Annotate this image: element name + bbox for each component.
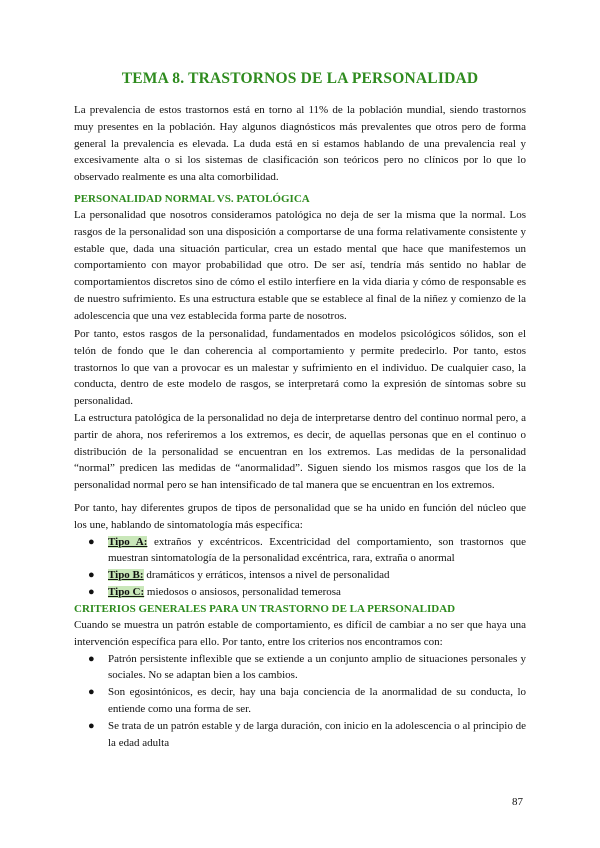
list-item: [74, 567, 526, 584]
type-label: Tipo A:: [108, 535, 148, 548]
bullet-icon: ●: [88, 585, 95, 598]
list-item: [74, 684, 526, 718]
bullet-icon: ●: [88, 719, 95, 732]
intro-block: [74, 102, 526, 186]
type-description: miedosos o ansiosos, personalidad temerosa: [144, 585, 341, 598]
personality-types-list: [74, 534, 526, 601]
type-description: extraños y excéntricos. Excentricidad del comportamiento, son trastornos que muestran sintomatología de la personalidad excéntrica, rara, extraña o anormal: [108, 535, 527, 565]
page-number: 87: [512, 796, 523, 808]
criterion-text: Patrón persistente inflexible que se extiende a un conjunto amplio de situaciones personales y sociales. No se adaptan bien a los cambios.: [108, 652, 526, 682]
intro-paragraph: La prevalencia de estos trastornos está en torno al 11% de la población mundial, siendo trastornos muy presentes en la población. Hay algunos diagnósticos más prevalentes que otros pero de forma general la prevalencia es elevada. La duda está en si estamos hablando de una prevalencia real y excesivamente alta o si los sistemas de clasificación son teóricos pero no clínicos por lo que lo observado realmente es una alta comorbilidad.: [74, 104, 526, 184]
bullet-icon: ●: [88, 569, 95, 582]
section1-paragraph-2: Por tanto, estos rasgos de la personalidad, fundamentados en modelos psicológicos sólidos, son el telón de fondo que le dan coherencia al comportamiento y permite predecirlo. Por tanto, estos trastornos lo que van a provocar es un malestar y sufrimiento en el individuo. De cualquier caso, la conducta, dentro de este modelo de rasgos, se interpretará como la expresión de síntomas sobre su personalidad.: [74, 328, 526, 408]
section1-paragraph-1: La personalidad que nosotros consideramos patológica no deja de ser la misma que la normal. Los rasgos de la personalidad son una disposición a comportarse de una forma relativamente consistente y estable que, dada una situación particular, crea un estado mental que hace que manifestemos un comportamiento con mayor probabilidad que otro. De ser así, tendría más sentido no hablar de comportamientos discretos sino de cómo el estilo interfiere en la vida diaria y cómo de responsable es de nuestro sufrimiento. Es una estructura estable que se establece al final de la niñez y comienzo de la adolescencia que una vez establecida forma parte de nosotros.: [74, 209, 526, 322]
type-description: dramáticos y erráticos, intensos a nivel de personalidad: [143, 569, 390, 582]
section2-paragraph-1: Cuando se muestra un patrón estable de comportamiento, es difícil de cambiar a no ser que haya una intervención específica para ello. Por tanto, entre los criterios nos encontramos con:: [74, 619, 526, 648]
section1-block-4: [74, 500, 526, 601]
list-item: [74, 534, 526, 568]
criterion-text: Son egosintónicos, es decir, hay una baja conciencia de la anormalidad de su conducta, lo entiende como una forma de ser.: [108, 686, 526, 715]
bullet-icon: ●: [88, 686, 95, 699]
list-item: [74, 718, 526, 752]
section-heading: PERSONALIDAD NORMAL VS. PATOLÓGICA: [74, 193, 310, 205]
type-label: Tipo B:: [108, 569, 144, 582]
section-heading: CRITERIOS GENERALES PARA UN TRASTORNO DE LA PERSONALIDAD: [74, 603, 456, 615]
list-item: [74, 651, 526, 685]
section1-paragraph-4: Por tanto, hay diferentes grupos de tipos de personalidad que se ha unido en función del núcleo que los une, hablando de sintomatología más específica:: [74, 502, 526, 531]
section-normal-vs-pathological: [74, 191, 526, 325]
list-item: [74, 584, 526, 601]
section1-paragraph-3: La estructura patológica de la personalidad no deja de interpretarse dentro del continuo normal pero, a partir de ahora, nos referiremos a los extremos, es decir, de aquellas personas que en el continuo o distribución de la personalidad se encuentran en los extremos. Las medidas de la personalidad “normal” predicen las medidas de “anormalidad”. Siguen siendo los mismos rasgos que los de la personalidad normal pero se han intensificado de tal manera que se encuentran en los extremos.: [74, 412, 526, 492]
criteria-list: [74, 651, 526, 752]
section1-block-3: [74, 410, 526, 494]
bullet-icon: ●: [88, 652, 95, 665]
page-title: TEMA 8. TRASTORNOS DE LA PERSONALIDAD: [121, 70, 479, 87]
type-label: Tipo C:: [108, 585, 145, 598]
section1-block-2: [74, 326, 526, 410]
section-general-criteria: [74, 601, 526, 751]
bullet-icon: ●: [88, 535, 95, 548]
criterion-text: Se trata de un patrón estable y de larga duración, con inicio en la adolescencia o al principio de la edad adulta: [108, 719, 526, 749]
